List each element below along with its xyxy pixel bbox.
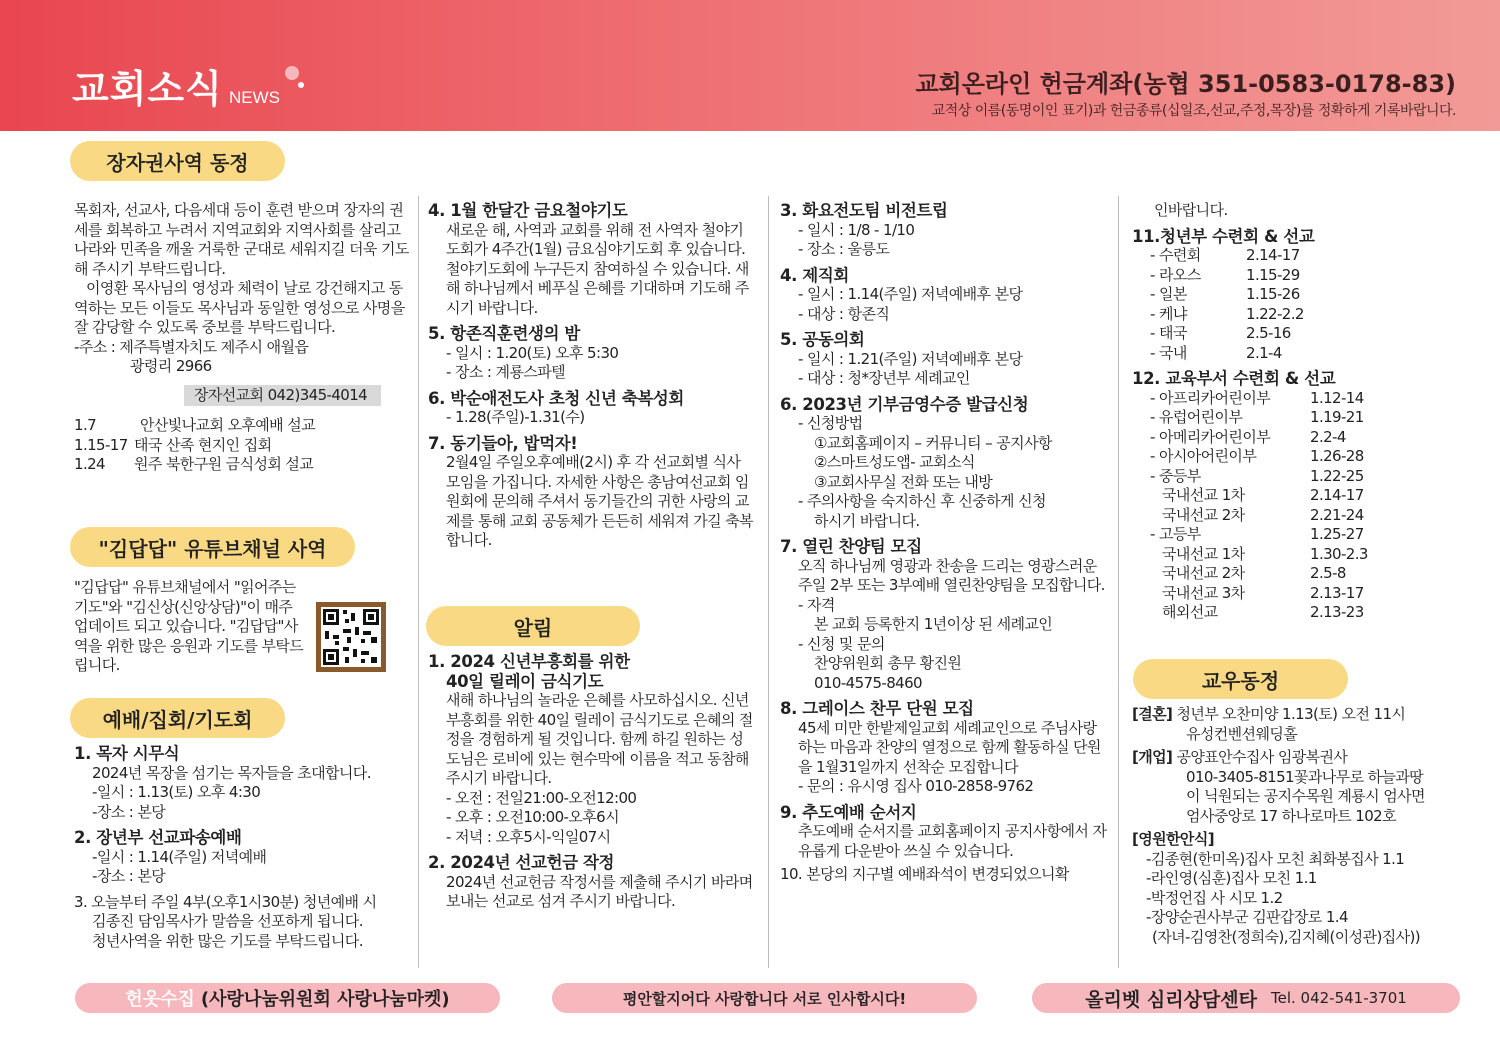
notice-12-title: 12. 교육부서 수련회 & 선교 [1132,369,1336,388]
member-rest-item: (자녀-김영찬(정희숙),김지혜(이성관)집사)) [1152,927,1420,946]
footer-greeting [552,983,977,1013]
notice-6b-line: ②스마트성도앱- 교회소식 [814,453,975,471]
notice-5b-line: - 대상 : 청*장년부 세례교인 [798,369,970,387]
notice-5b-line: - 일시 : 1.21(주일) 저녁예배후 본당 [798,349,1023,368]
column-divider [768,196,769,968]
member-rest-item: -장양순권사부군 김판갑장로 1.4 [1146,908,1348,926]
member-wedding-text: 청년부 오찬미양 1.13(토) 오전 11시 [1176,705,1406,723]
notice-9-title: 9. 추도예배 순서지 [780,802,917,822]
member-rest-item: -박정언집 사 시모 1.2 [1146,888,1283,907]
announce-1-text: 새해 하나님의 놀라운 은혜를 사모하십시오. 신년부흥회를 위한 40일 릴레이 금식기도로 은혜의 절정을 경험하게 될 것입니다. 함께 하길 원하는 성도님은 로비에 있는 현수막에 이름을 적고 동참해 주시기 바랍니다. [446,691,753,787]
notice-6-line: - 1.28(주일)-1.31(수) [446,408,585,426]
notice-7b-line: 본 교회 등록한지 1년이상 된 세례교인 [814,615,1053,633]
announce-1-title-2: 40일 릴레이 금식기도 [446,671,604,691]
list-item: - 일본 1.15-26 [1150,285,1300,303]
notice-7b-line: 찬양위원회 총무 황진원 [814,654,962,672]
notice-6-title: 6. 박순애전도사 초청 신년 축복성회 [428,388,684,408]
section-notice-title: 알림 [426,606,640,646]
offering-account: 교회온라인 헌금계좌(농협 351-0583-0178-83) [915,70,1456,98]
notice-3-line: - 장소 : 울릉도 [798,240,890,258]
member-wedding-text-2: 유성컨벤션웨딩홀 [1186,724,1298,743]
list-item: - 아시아어린이부 1.26-28 [1150,447,1364,465]
notice-4-title: 4. 1월 한달간 금요철야기도 [428,201,628,220]
worship-item-1-line: -장소 : 본당 [92,802,166,821]
member-opening-text: 공양표안수집사 임광복권사 [1176,748,1348,766]
section-youtube-title: "김답답" 유튜브채널 사역 [70,527,355,567]
notice-5b-title: 5. 공동의회 [780,330,865,349]
worship-block [74,744,414,951]
notice-7-title: 7. 동기들아, 밥먹자! [428,433,578,453]
notice-6b-line: ③교회사무실 전화 또는 내방 [814,472,993,491]
member-label-wedding: [결혼] [1132,705,1173,723]
notice-6b-line: ①교회홈페이지 – 커뮤니티 – 공지사항 [814,433,1052,452]
notice-7b-text: 오직 하나님께 영광과 찬송을 드리는 영광스러운 주일 2부 또는 3부예배 열린찬양팀을 모집합니다. [798,556,1105,594]
column-1 [74,201,414,475]
decor-dot-small [298,82,304,88]
list-item: - 고등부 1.25-27 [1150,525,1364,543]
jangja-schedule [74,416,414,475]
footer-greeting-text: 평안할지어다 사랑합니다 서로 인사합시다! [622,989,907,1008]
notice-6b-line: 하시기 바랍니다. [814,511,920,530]
notice-6b-title: 6. 2023년 기부금영수증 발급신청 [780,394,1029,414]
list-item: 해외선교 2.13-23 [1162,603,1364,621]
list-item: - 중등부 1.22-25 [1150,466,1364,485]
notice-7-text: 2월4일 주일오후예배(2시) 후 각 선교회별 식사 모임을 가집니다. 자세한 사항은 총남여선교회 임원회에 문의해 주셔서 동기들간의 귀한 사랑의 교제를 통해 교회 공동체가 든든히 세워져 가길 축복합니다. [446,453,753,549]
page-subtitle: NEWS [229,88,280,107]
notice-5-line: - 장소 : 계룡스파텔 [446,363,566,381]
page-title: 교회소식 [72,67,223,111]
decor-dot [285,66,299,80]
notice-4b-title: 4. 제직회 [780,265,849,285]
notice-11-title: 11.청년부 수련회 & 선교 [1132,226,1315,246]
announce-1-line: - 오후 : 오전10:00-오후6시 [446,808,619,826]
notice-7b-line: 010-4575-8460 [814,673,923,692]
worship-item-3-line: 김종진 담임목사가 말씀을 선포하게 됩니다. [92,912,363,930]
announcements-block [428,652,756,912]
members-block [1132,705,1472,947]
notice-4b-line: - 일시 : 1.14(주일) 저녁예배후 본당 [798,285,1023,303]
notice-9-text: 추도예배 순서지를 교회홈페이지 공지사항에서 자유롭게 다운받아 쓰실 수 있습니다. [798,822,1107,860]
notice-5-line: - 일시 : 1.20(토) 오후 5:30 [446,343,619,362]
schedule-row: 1.24 원주 북한구원 금식성회 설교 [74,455,314,473]
edu-retreat-list [1132,389,1472,623]
section-jangja-title: 장자권사역 동정 [70,141,285,181]
notice-10-cont: 인바랍니다. [1154,201,1228,219]
member-rest-item: -김종현(한미옥)집사 모친 최화봉집사 1.1 [1146,849,1405,868]
announce-1-line: - 저녁 : 오후5시-익일07시 [446,827,611,846]
announce-2-text: 2024년 선교헌금 작정서를 제출해 주시기 바라며 보내는 선교로 섬겨 주시기 바랍니다. [446,872,753,910]
notice-7b-line: - 신청 및 문의 [798,634,885,653]
youtube-text: "김답답" 유튜브채널에서 "읽어주는 기도"와 "김신상(신앙상담)"이 매주 업데이트 되고 있습니다. "김답답"사역을 위한 많은 응원과 기도를 부탁드립니다. [74,578,304,674]
qr-code-icon[interactable] [316,602,386,672]
footer-clothes-collection [75,983,500,1013]
youth-retreat-list [1132,246,1472,363]
jangja-intro-1: 목회자, 선교사, 다음세대 등이 훈련 받으며 장자의 권세를 회복하고 누려서 지역교회와 지역사회를 살리고 나라와 민족을 깨울 거룩한 군대로 세워지길 더욱 기도해 주시기 부탁드립니다. [74,201,409,278]
jangja-address-1: -주소 : 제주특별자치도 제주시 애월읍 [74,337,309,356]
column-divider [1118,196,1119,968]
list-item: 국내선교 1차 2.14-17 [1162,486,1364,504]
announce-2-title: 2. 2024년 선교헌금 작정 [428,853,615,872]
column-3 [780,201,1110,885]
footer-clothes-org: (사랑나눔위원회 사랑나눔마켓) [200,989,450,1010]
column-2 [428,201,756,551]
list-item: - 태국 2.5-16 [1150,324,1291,342]
worship-item-1-title: 1. 목자 시무식 [74,744,180,763]
worship-item-1-line: -일시 : 1.13(토) 오후 4:30 [92,783,261,801]
notice-7b-line: - 자격 [798,595,835,614]
schedule-row: 1.15-17 태국 산족 현지인 집회 [74,435,272,454]
announce-1-title: 1. 2024 신년부흥회를 위한 [428,652,630,671]
jangja-intro-2: 이영환 목사님의 영성과 체력이 날로 강건해지고 동역하는 모든 이들도 목사님과 동일한 영성으로 사명을 잘 감당할 수 있도록 중보를 부탁드립니다. [74,279,405,336]
worship-item-2-title: 2. 장년부 선교파송예배 [74,828,242,847]
member-opening-text-4: 엄사중앙로 17 하나로마트 102호 [1186,806,1397,825]
schedule-row: 1.7 안산빛나교회 오후예배 설교 [74,416,316,434]
notice-3-line: - 일시 : 1/8 - 1/10 [798,220,915,239]
list-item: - 라오스 1.15-29 [1150,265,1300,284]
member-label-opening: [개업] [1132,748,1173,766]
list-item: - 아메리카어린이부 2.2-4 [1150,427,1346,446]
footer-clothes-label: 헌옷수집 [125,989,195,1010]
notice-3-title: 3. 화요전도팀 비전트립 [780,201,948,220]
notice-4b-line: - 대상 : 항존직 [798,304,890,323]
notice-8-text: 45세 미만 한밭제일교회 세례교인으로 주님사랑하는 마음과 찬양의 열정으로 함께 활동하실 단원을 1월31일까지 선착순 모집합니다 [798,718,1101,776]
notice-8-line: - 문의 : 유시영 집사 010-2858-9762 [798,777,1034,795]
jangja-phone: 장자선교회 042)345-4014 [184,385,381,407]
notice-10-line: 10. 본당의 지구별 예배좌석이 변경되었으니확 [780,865,1069,883]
notice-4-text: 새로운 해, 사역과 교회를 위해 전 사역자 철야기도회가 4주간(1월) 금요심야기도회 후 있습니다. 철야기도회에 누구든지 참여하실 수 있습니다. 새해 하나님께서 베푸실 은혜를 기대하며 기도해 주시기 바랍니다. [446,220,749,317]
member-label-rest: [영원한안식] [1132,830,1214,848]
column-4 [1132,201,1472,623]
list-item: - 수련회 2.14-17 [1150,246,1300,264]
list-item: 국내선교 1차 1.30-2.3 [1162,544,1368,563]
worship-item-2-line: -장소 : 본당 [92,867,166,885]
member-opening-text-2: 010-3405-8151꽃과나무로 하늘과땅 [1186,767,1424,786]
list-item: - 유럽어린이부 1.19-21 [1150,408,1364,426]
footer-counseling-phone: Tel. 042-541-3701 [1271,989,1407,1007]
jangja-address-2: 광령리 2966 [130,357,212,375]
footer-counseling-name: 올리벳 심리상담센타 [1085,988,1257,1011]
worship-item-3-line: 3. 오늘부터 주일 4부(오후1시30분) 청년예배 시 [74,892,377,911]
header-banner [0,0,1500,131]
member-opening-text-3: 이 닉원되는 공지수목원 계룡시 엄사면 [1186,787,1425,805]
announce-1-line: - 오전 : 전일21:00-오전12:00 [446,788,637,807]
footer-counseling [1032,983,1460,1013]
list-item: - 아프리카어린이부 1.12-14 [1150,388,1364,407]
list-item: 국내선교 2차 2.21-24 [1162,505,1364,524]
notice-6b-line: - 신청방법 [798,414,863,432]
youtube-text-block [74,578,310,676]
list-item: - 케냐 1.22-2.2 [1150,304,1304,323]
member-rest-item: -라인영(심훈)집사 모친 1.1 [1146,869,1317,887]
list-item: 국내선교 2차 2.5-8 [1162,564,1346,582]
notice-7b-title: 7. 열린 찬양팀 모집 [780,537,922,556]
section-worship-title: 예배/집회/기도회 [70,698,285,738]
list-item: 국내선교 3차 2.13-17 [1162,583,1364,602]
column-divider [418,196,419,968]
list-item: - 국내 2.1-4 [1150,343,1282,362]
section-members-title: 교우동정 [1133,659,1348,699]
notice-8-title: 8. 그레이스 찬무 단원 모집 [780,699,974,718]
notice-6b-line: - 주의사항을 숙지하신 후 신중하게 신청 [798,492,1046,510]
worship-item-2-line: -일시 : 1.14(주일) 저녁예배 [92,847,267,866]
worship-item-3-line: 청년사역을 위한 많은 기도를 부탁드립니다. [92,931,363,950]
offering-note: 교적상 이름(동명이인 표기)과 헌금종류(십일조,선교,주정,목장)를 정확하게 기록바랍니다. [931,103,1456,119]
notice-5-title: 5. 항존직훈련생의 밤 [428,324,580,343]
worship-item-1-line: 2024년 목장을 섬기는 목자들을 초대합니다. [92,763,371,782]
